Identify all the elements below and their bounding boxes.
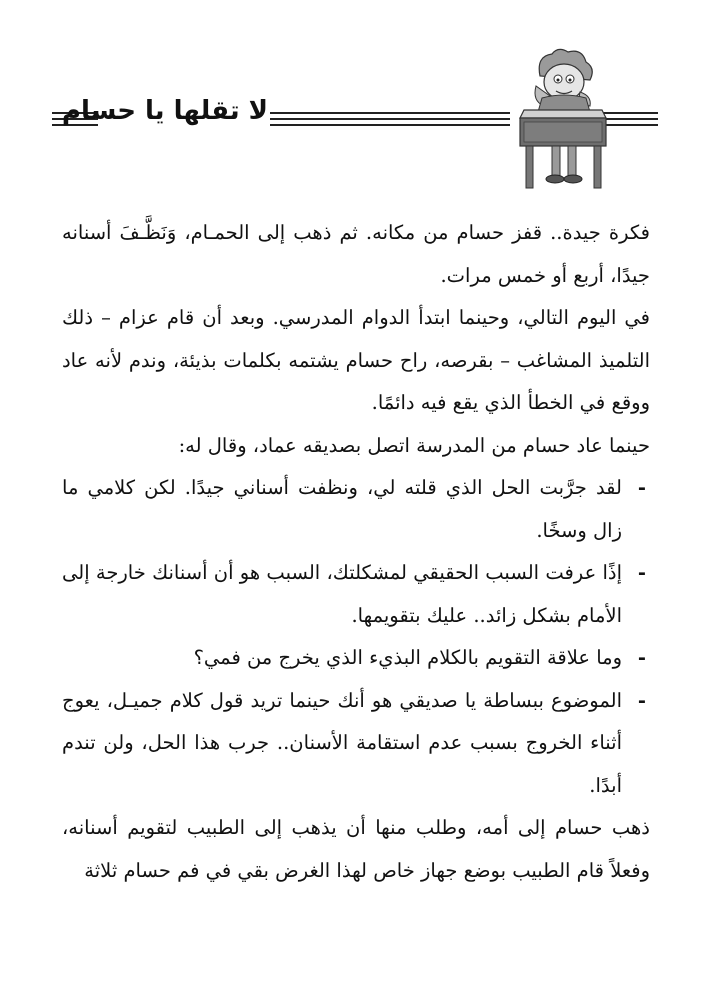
student-at-desk-illustration — [506, 46, 616, 191]
paragraph: ذهب حسام إلى أمه، وطلب منها أن يذهب إلى الطبيب لتقويم أسنانه، وفعلاً قام الطبيب بوضع جهاز خاص لهذا الغرض بقي في فم حسام ثلاثة — [62, 816, 650, 882]
paragraph: فكرة جيدة.. قفز حسام من مكانه. ثم ذهب إلى الحمـام، وَنَظَّـفَ أسنانه جيدًا، أربع أو خمس مرات. — [62, 221, 650, 287]
chapter-title: لا تقلها يا حسام — [61, 96, 268, 126]
chapter-header — [0, 0, 720, 200]
dialogue-text: وما علاقة التقويم بالكلام البذيء الذي يخرج من فمي؟ — [193, 646, 622, 669]
dialogue-line — [62, 637, 650, 680]
dialogue-dash: - — [637, 646, 646, 669]
dialogue-text: لقد جرَّبت الحل الذي قلته لي، ونظفت أسناني جيدًا. لكن كلامي ما زال وسخًا. — [62, 476, 622, 542]
dialogue-dash: - — [637, 476, 646, 499]
decorative-lines-right — [270, 112, 510, 126]
dialogue-line — [62, 552, 650, 637]
dialogue-text: إذًا عرفت السبب الحقيقي لمشكلتك، السبب هو أن أسنانك خارجة إلى الأمام بشكل زائد.. عليك بتقويمها. — [62, 561, 622, 627]
story-text — [62, 212, 650, 892]
paragraph: حينما عاد حسام من المدرسة اتصل بصديقه عماد، وقال له: — [178, 433, 650, 457]
dialogue-text: الموضوع ببساطة يا صديقي هو أنك حينما تريد قول كلام جميـل، يعوج أثناء الخروج بسبب عدم استقامة الأسنان.. جرب هذا الحل، ولن تندم أبدًا. — [62, 688, 622, 797]
paragraph: في اليوم التالي، وحينما ابتدأ الدوام المدرسي. وبعد أن قام عزام – ذلك التلميذ المشاغب – بقرصه، راح حسام يشتمه بكلمات بذيئة، وندم لأنه عاد ووقع في الخطأ الذي يقع فيه دائمًا. — [62, 306, 650, 414]
dialogue-line — [62, 680, 650, 808]
dialogue-dash: - — [637, 688, 646, 712]
dialogue-dash: - — [637, 561, 646, 584]
dialogue-line — [62, 467, 650, 552]
